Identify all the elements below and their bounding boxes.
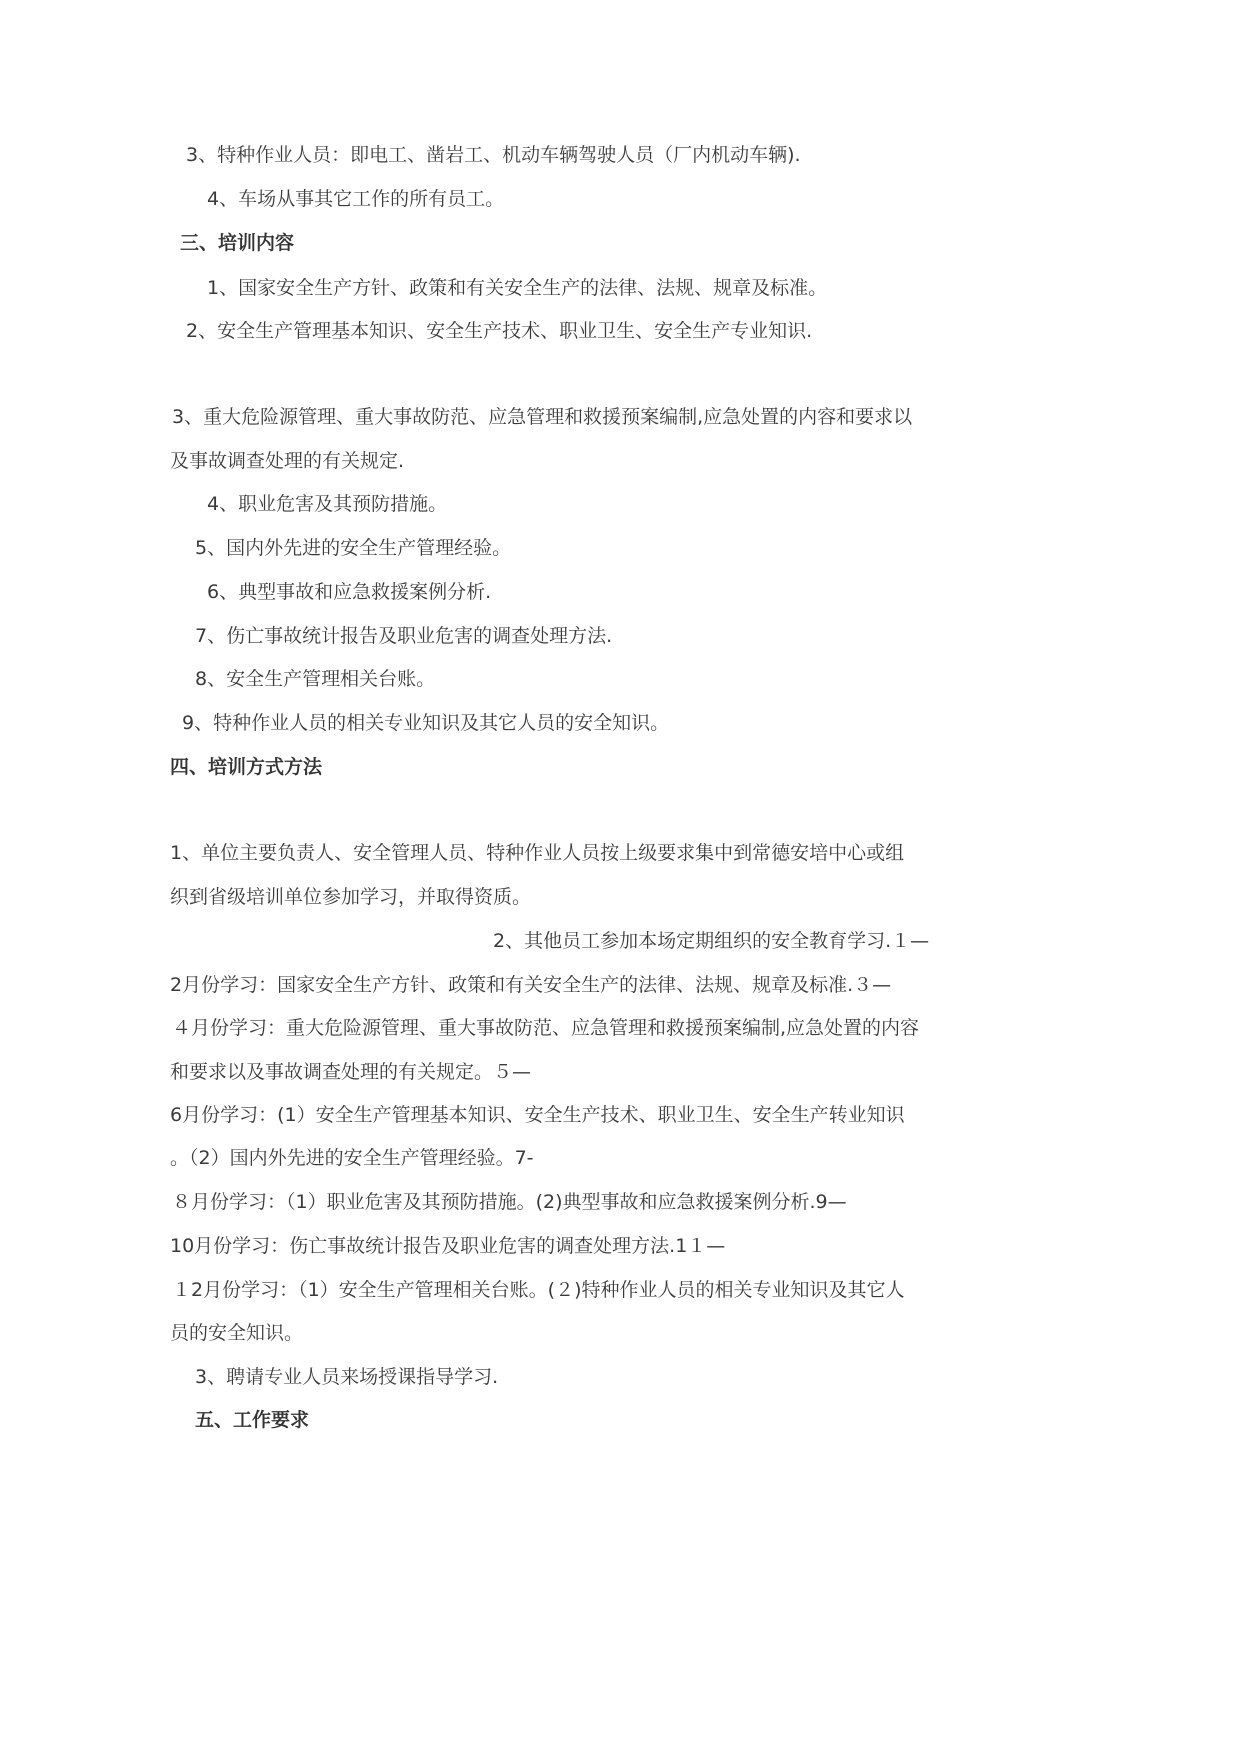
method-item-2: 2、其他员工参加本场定期组织的安全教育学习.１— [493, 930, 930, 952]
schedule-dec: １2月份学习：（1）安全生产管理相关台账。(２)特种作业人员的相关专业知识及其它人 [172, 1279, 905, 1301]
schedule-aug: ８月份学习：（1）职业危害及其预防措施。(2)典型事故和应急救援案例分析.9— [172, 1191, 847, 1213]
method-item-1: 1、单位主要负责人、安全管理人员、特种作业人员按上级要求集中到常德安培中心或组 [170, 842, 905, 864]
section-heading-training-content: 三、培训内容 [180, 232, 295, 254]
content-item-3: 3、重大危险源管理、重大事故防范、应急管理和救援预案编制,应急处置的内容和要求以 [172, 406, 913, 428]
schedule-apr: ４月份学习：重大危险源管理、重大事故防范、应急管理和救援预案编制,应急处置的内容 [172, 1017, 920, 1039]
schedule-jun: 6月份学习：(1）安全生产管理基本知识、安全生产技术、职业卫生、安全生产转业知识 [170, 1104, 905, 1126]
content-item-7: 7、伤亡事故统计报告及职业危害的调查处理方法. [195, 625, 613, 647]
method-item-3: 3、聘请专业人员来场授课指导学习. [195, 1366, 499, 1388]
item-3-special-workers: 3、特种作业人员：即电工、凿岩工、机动车辆驾驶人员（厂内机动车辆). [186, 144, 801, 166]
schedule-apr-cont: 和要求以及事故调查处理的有关规定。５— [170, 1061, 532, 1083]
content-item-5: 5、国内外先进的安全生产管理经验。 [195, 537, 512, 559]
content-item-3-cont: 及事故调查处理的有关规定. [170, 450, 405, 472]
schedule-feb: 2月份学习：国家安全生产方针、政策和有关安全生产的法律、法规、规章及标准.３— [170, 974, 892, 996]
section-heading-work-requirements: 五、工作要求 [195, 1409, 310, 1431]
item-4-other-staff: 4、车场从事其它工作的所有员工。 [207, 188, 505, 210]
method-item-1-cont: 织到省级培训单位参加学习，并取得资质。 [170, 886, 532, 908]
schedule-oct: 10月份学习：伤亡事故统计报告及职业危害的调查处理方法.1１— [170, 1235, 726, 1257]
content-item-8: 8、安全生产管理相关台账。 [195, 668, 436, 690]
content-item-2: 2、安全生产管理基本知识、安全生产技术、职业卫生、安全生产专业知识. [186, 320, 813, 342]
schedule-dec-cont: 员的安全知识。 [170, 1322, 304, 1344]
content-item-4: 4、职业危害及其预防措施。 [207, 493, 448, 515]
content-item-9: 9、特种作业人员的相关专业知识及其它人员的安全知识。 [182, 712, 670, 734]
content-item-6: 6、典型事故和应急救援案例分析. [207, 581, 492, 603]
content-item-1: 1、国家安全生产方针、政策和有关安全生产的法律、法规、规章及标准。 [207, 277, 828, 299]
schedule-jun-cont: 。（2）国内外先进的安全生产管理经验。7- [170, 1147, 534, 1169]
section-heading-training-methods: 四、培训方式方法 [170, 756, 323, 778]
